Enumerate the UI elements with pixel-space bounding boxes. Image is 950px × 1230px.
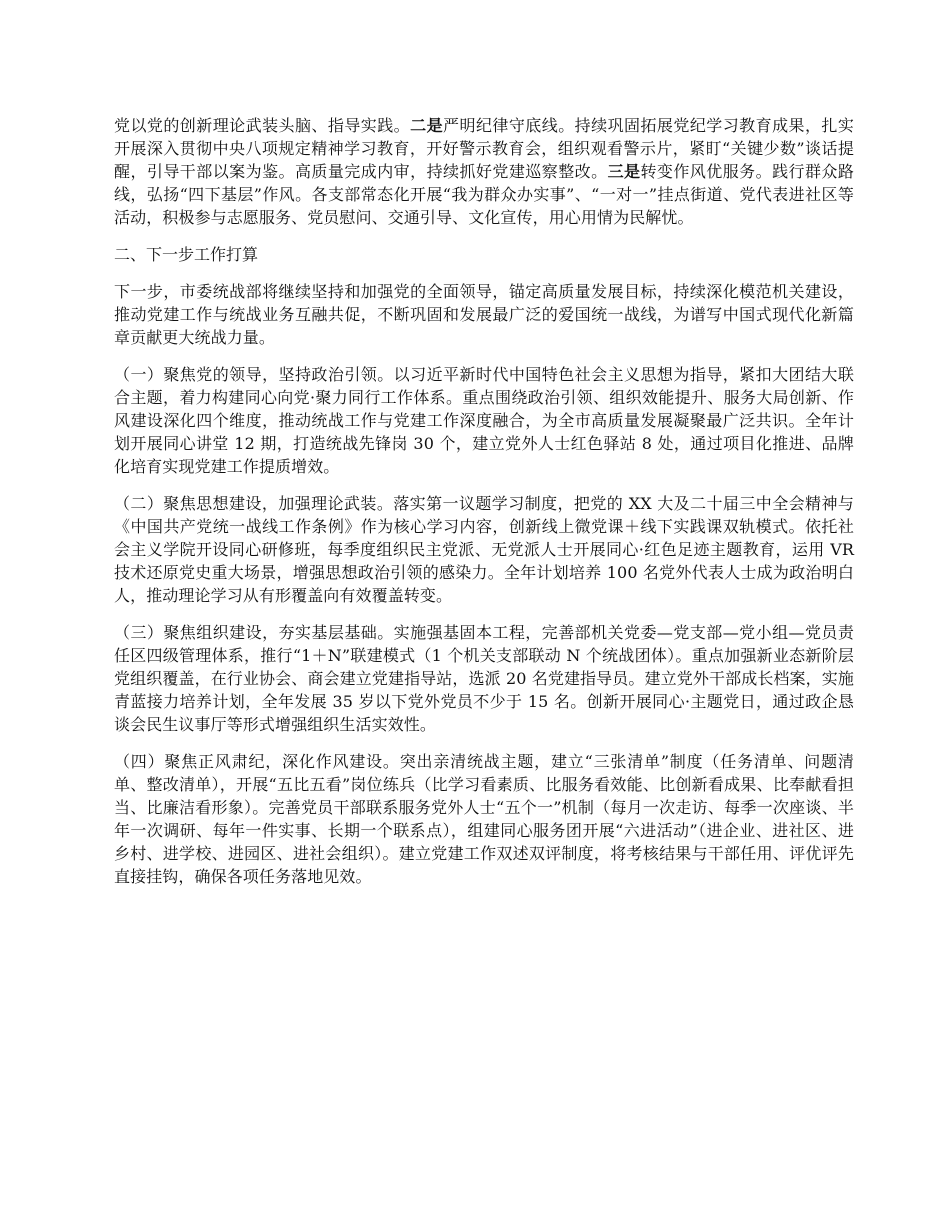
bold-marker-2: 二是 (410, 116, 444, 135)
paragraph-next-steps-intro: 下一步，市委统战部将继续坚持和加强党的全面领导，锚定高质量发展目标，持续深化模范机关建设，推动党建工作与统战业务互融共促，不断巩固和发展最广泛的爱国统一战线，为谱写中国式现代化新篇章贡献更大统战力量。 (114, 282, 854, 347)
paragraph-text: 转变作风优服务。践行群众路线，弘扬“四下基层”作风。各支部常态化开展“我为群众办实事”、“一对一”挂点街道、党代表进社区等活动，积极参与志愿服务、党员慰问、交通引导、文化宣传，用心用情为民解忧。 (114, 162, 854, 227)
paragraph-discipline-style (114, 114, 854, 229)
paragraph-ideological-building: （二）聚焦思想建设，加强理论武装。落实第一议题学习制度，把党的 XX 大及二十届三中全会精神与《中国共产党统一战线工作条例》作为核心学习内容，创新线上微党课＋线下实践课双轨模式。依托社会主义学院开设同心研修班，每季度组织民主党派、无党派人士开展同心·红色足迹主题教育，运用 VR 技术还原党史重大场景，增强思想政治引领的感染力。全年计划培养 100 名党外代表人士成为政治明白人，推动理论学习从有形覆盖向有效覆盖转变。 (114, 494, 854, 605)
section-heading-next-steps: 二、下一步工作打算 (114, 245, 259, 264)
paragraph-intro: 党以党的创新理论武装头脑、指导实践。 (114, 116, 411, 135)
paragraph-text: 严明纪律守底线。持续巩固拓展党纪学习教育成果，扎实开展深入贯彻中央八项规定精神学习教育，开好警示教育会，组织观看警示片，紧盯“关键少数”谈话提醒，引导干部以案为鉴。高质量完成内审，持续抓好党建巡察整改。 (114, 116, 854, 181)
document-body (114, 114, 854, 902)
bold-marker-3: 三是 (607, 162, 641, 181)
paragraph-conduct-building: （四）聚焦正风肃纪，深化作风建设。突出亲清统战主题，建立“三张清单”制度（任务清单、问题清单、整改清单），开展“五比五看”岗位练兵（比学习看素质、比服务看效能、比创新看成果、比奉献看担当、比廉洁看形象）。完善党员干部联系服务党外人士“五个一”机制（每月一次走访、每季一次座谈、半年一次调研、每年一件实事、长期一个联系点），组建同心服务团开展“六进活动”（进企业、进社区、进乡村、进学校、进园区、进社会组织）。建立党建工作双述双评制度，将考核结果与干部任用、评优评先直接挂钩，确保各项任务落地见效。 (114, 752, 854, 886)
paragraph-organizational-building: （三）聚焦组织建设，夯实基层基础。实施强基固本工程，完善部机关党委—党支部—党小组—党员责任区四级管理体系，推行“1＋N”联建模式（1 个机关支部联动 N 个统战团体）。重点加强新业态新阶层党组织覆盖，在行业协会、商会建立党建指导站，选派 20 名党建指导员。建立党外干部成长档案，实施青蓝接力培养计划，全年发展 35 岁以下党外党员不少于 15 名。创新开展同心·主题党日，通过政企恳谈会民生议事厅等形式增强组织生活实效性。 (114, 623, 854, 734)
paragraph-party-leadership: （一）聚焦党的领导，坚持政治引领。以习近平新时代中国特色社会主义思想为指导，紧扣大团结大联合主题，着力构建同心向党·聚力同行工作体系。重点围绕政治引领、组织效能提升、服务大局创新、作风建设深化四个维度，推动统战工作与党建工作深度融合，为全市高质量发展凝聚最广泛共识。全年计划开展同心讲堂 12 期，打造统战先锋岗 30 个，建立党外人士红色驿站 8 处，通过项目化推进、品牌化培育实现党建工作提质增效。 (114, 365, 854, 476)
